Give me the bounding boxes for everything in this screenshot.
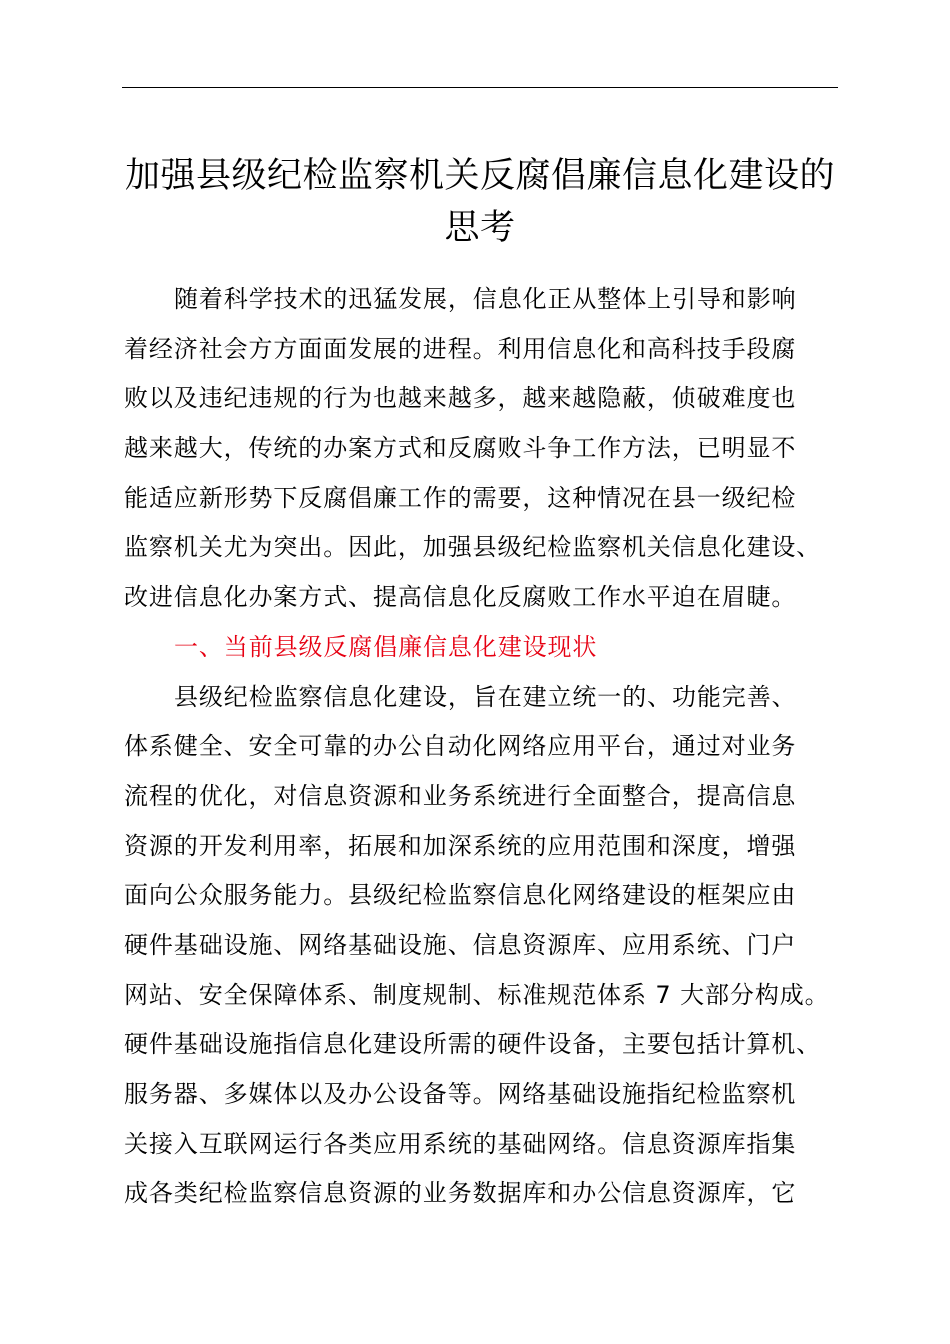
paragraph-1-line-1: 随着科学技术的迅猛发展，信息化正从整体上引导和影响: [174, 285, 797, 313]
paragraph-1-line-2: 着经济社会方方面面发展的进程。利用信息化和高科技手段腐: [124, 334, 797, 363]
paragraph-1-line-7: 改进信息化办案方式、提高信息化反腐败工作水平迫在眉睫。: [124, 583, 797, 612]
paragraph-2-line-5: 面向公众服务能力。县级纪检监察信息化网络建设的框架应由: [124, 881, 797, 910]
paragraph-2-line-7: 网站、安全保障体系、制度规制、标准规范体系 7 大部分构成。: [124, 980, 830, 1009]
paragraph-2-line-8: 硬件基础设施指信息化建设所需的硬件设备，主要包括计算机、: [124, 1030, 822, 1059]
header-rule: [122, 87, 838, 88]
title-line-2: 思考: [444, 208, 516, 248]
document-body: [124, 275, 844, 1219]
paragraph-2-line-10: 关接入互联网运行各类应用系统的基础网络。信息资源库指集: [124, 1129, 797, 1158]
document-title: [110, 150, 850, 254]
paragraph-1-line-6: 监察机关尤为突出。因此，加强县级纪检监察机关信息化建设、: [124, 533, 822, 562]
title-line-1: 加强县级纪检监察机关反腐倡廉信息化建设的: [124, 156, 835, 196]
paragraph-2-line-2: 体系健全、安全可靠的办公自动化网络应用平台，通过对业务: [124, 732, 797, 761]
paragraph-2-line-3: 流程的优化，对信息资源和业务系统进行全面整合，提高信息: [124, 781, 797, 810]
section-heading-1: 一、当前县级反腐倡廉信息化建设现状: [174, 632, 598, 661]
paragraph-1-line-5: 能适应新形势下反腐倡廉工作的需要，这种情况在县一级纪检: [124, 483, 797, 512]
paragraph-2-line-11: 成各类纪检监察信息资源的业务数据库和办公信息资源库，它: [124, 1179, 797, 1208]
paragraph-2-line-6: 硬件基础设施、网络基础设施、信息资源库、应用系统、门户: [124, 930, 797, 959]
paragraph-2-line-1: 县级纪检监察信息化建设，旨在建立统一的、功能完善、: [174, 682, 797, 711]
paragraph-1-line-3: 败以及违纪违规的行为也越来越多，越来越隐蔽，侦破难度也: [124, 384, 797, 413]
paragraph-2-line-9: 服务器、多媒体以及办公设备等。网络基础设施指纪检监察机: [124, 1080, 797, 1108]
paragraph-1-line-4: 越来越大，传统的办案方式和反腐败斗争工作方法，已明显不: [124, 434, 797, 463]
paragraph-2-line-4: 资源的开发利用率，拓展和加深系统的应用范围和深度，增强: [124, 831, 797, 860]
